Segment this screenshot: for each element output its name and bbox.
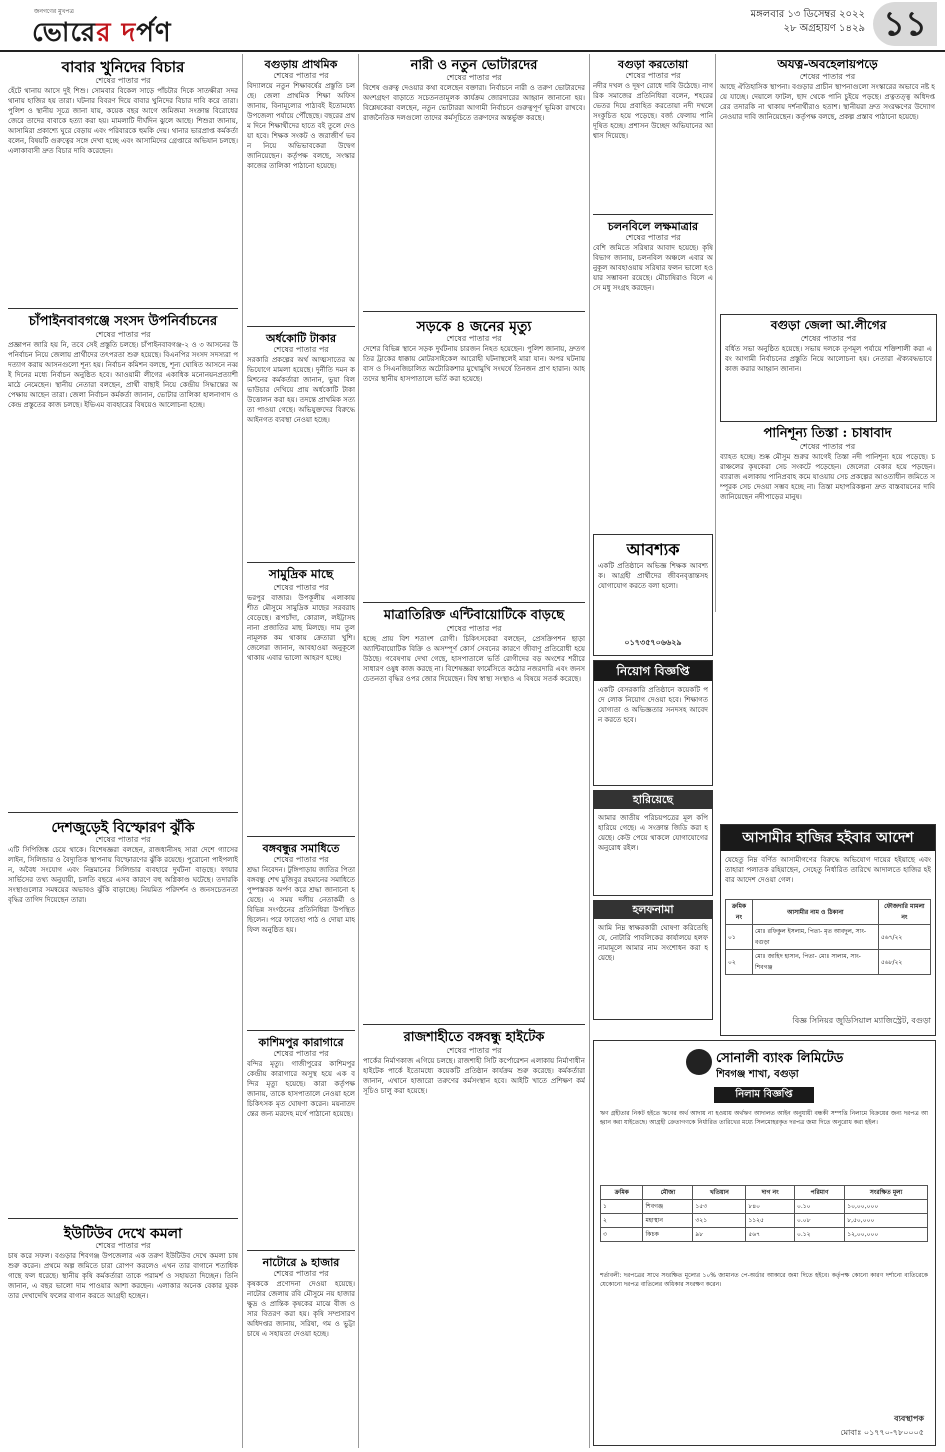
- bank-notice-body: ঋণ গ্রহীতার নিকট হইতে ঋণের অর্থ আদায় না হওয়ায় অর্থঋণ আদালত আইন অনুযায়ী বন্ধকী সম্পত্তি নিলামে বিক্রয়ের জন্য দরপত্র আহ্বান করা যাইতেছে। আগ্রহী ক্রেতাগণকে নির্ধারিত তারিখের মধ্যে সিলমোহরকৃত দরপত্র জমা দিতে অনুরোধ করা হইল।: [600, 1110, 928, 1126]
- table-cell: ১: [601, 1200, 643, 1214]
- bank-logo-icon: [686, 1049, 712, 1075]
- section-rule: [593, 214, 713, 215]
- table-cell: ০.০৮: [794, 1214, 844, 1228]
- article-body: কৃষককে প্রণোদনা দেওয়া হয়েছে। নাটোর জেলায় রবি মৌসুমে নয় হাজার ক্ষুদ্র ও প্রান্তিক কৃষকের মাঝে বীজ ও সার বিতরণ করা হয়। কৃষি সম্প্রসারণ অধিদপ্তর জানায়, সরিষা, গম ও ভুট্টা চাষে এ সহায়তা দেওয়া হচ্ছে।: [247, 1280, 355, 1338]
- continued-label: শেষের পাতার পর: [95, 1241, 151, 1250]
- section-rule: [247, 562, 355, 563]
- property-table: [600, 1185, 928, 1242]
- continued-label: শেষের পাতার পর: [446, 334, 502, 343]
- table-row: [601, 1228, 928, 1242]
- table-cell: ২: [601, 1214, 643, 1228]
- article-body: পার্কের নির্মাণকাজ এগিয়ে চলছে। রাজশাহী সিটি কর্পোরেশন এলাকায় নির্মাণাধীন হাইটেক পার্কে ইতোমধ্যে কয়েকটি প্রতিষ্ঠান কার্যক্রম শুরু করেছে। কর্মকর্তারা জানান, এখানে হাজারো তরুণের কর্মসংস্থান হবে। আইটি খাতে প্রশিক্ষণ কর্মসূচিও চালু করা হয়েছে।: [363, 1057, 585, 1095]
- article-body: বিশেষ গুরুত্ব দেওয়ার কথা বলেছেন বক্তারা। নির্বাচনে নারী ও তরুণ ভোটারদের অংশগ্রহণ বাড়াতে সচেতনতামূলক কার্যক্রম জোরদারের আহ্বান জানানো হয়। বিশ্লেষকেরা বলছেন, নতুন ভোটাররা আগামী নির্বাচনে গুরুত্বপূর্ণ ভূমিকা রাখবে। রাজনৈতিক দলগুলো তাদের কর্মসূচিতে তরুণদের অন্তর্ভুক্ত করছে।: [363, 84, 585, 122]
- article-body: দেশের বিভিন্ন স্থানে সড়ক দুর্ঘটনায় চারজন নিহত হয়েছেন। পুলিশ জানায়, দ্রুতগতির ট্রাকের ধাক্কায় মোটরসাইকেল আরোহী ঘটনাস্থলেই মারা যান। অপর ঘটনায় বাস ও সিএনজিচালিত অটোরিকশার মুখোমুখি সংঘর্ষে তিনজন প্রাণ হারান। আহতদের স্থানীয় হাসপাতালে ভর্তি করা হয়েছে।: [363, 345, 585, 383]
- newspaper-logo: ভোরের দর্পণ: [32, 18, 172, 48]
- article-body: বেশি জমিতে সরিষার আবাদ হয়েছে। কৃষি বিভাগ জানায়, চলনবিল অঞ্চলে এবার অনুকূল আবহাওয়ায় সরিষার ফলন ভালো হওয়ার সম্ভাবনা রয়েছে। মৌচাষিরাও বিলে এসে মধু সংগ্রহ করছেন।: [593, 244, 713, 292]
- section-rule: [8, 812, 238, 813]
- article-body: শ্রদ্ধা নিবেদন। টুঙ্গিপাড়ায় জাতির পিতা বঙ্গবন্ধু শেখ মুজিবুর রহমানের সমাধিতে পুষ্পস্তবক অর্পণ করে শ্রদ্ধা জানানো হয়েছে। এ সময় দলীয় নেতাকর্মী ও বিভিন্ন সংগঠনের প্রতিনিধিরা উপস্থিত ছিলেন। পরে ফাতেহা পাঠ ও দোয়া মাহফিল অনুষ্ঠিত হয়।: [247, 866, 355, 934]
- table-header: খতিয়ান: [693, 1186, 746, 1200]
- tagline: জনগণের মুখপত্র: [34, 8, 74, 15]
- lost-title: হারিয়েছে: [594, 791, 712, 809]
- headline-bogura-primary: বগুড়ায় প্রাথমিক: [264, 58, 338, 71]
- headline-antibiotic: মাত্রাতিরিক্ত এন্টিবায়োটিকে বাড়ছে: [383, 608, 565, 623]
- continued-label: শেষের পাতার পর: [95, 835, 151, 844]
- table-cell: শিবগঞ্জ: [643, 1200, 693, 1214]
- recruitment-body: একটি বেসরকারি প্রতিষ্ঠানে কয়েকটি পদে লোক নিয়োগ দেওয়া হবে। শিক্ষাগত যোগ্যতা ও অভিজ্ঞতার সনদসহ আবেদন করতে হবে।: [598, 686, 708, 724]
- bank-phone: মোবাঃ ০১৭৭০-৭৮০০০৫: [840, 1428, 924, 1437]
- page-number: ১১: [873, 2, 937, 46]
- column-divider: [715, 54, 716, 612]
- section-rule: [8, 308, 238, 309]
- article-body: ভরপুর বাজার। উপকূলীয় এলাকায় শীত মৌসুমে সামুদ্রিক মাছের সরবরাহ বেড়েছে। রূপচাঁদা, কোরাল, লইট্টাসহ নানা প্রজাতির মাছ মিলছে। দাম তুলনামূলক কম থাকায় ক্রেতারা খুশি। জেলেরা জানান, আবহাওয়া অনুকূলে থাকায় এবার ভালো আহরণ হচ্ছে।: [247, 594, 355, 662]
- article-body: প্রজ্ঞাপন জারি হয় নি, তবে সেই প্রস্তুতি চলছে। চাঁপাইনবাবগঞ্জ-২ ও ৩ আসনের উপনির্বাচন নিয়ে জেলায় প্রার্থীদের তৎপরতা শুরু হয়েছে। বিএনপির সংসদ সদস্যরা পদত্যাগ করায় আসনগুলো শূন্য হয়। নির্বাচন কমিশন বলছে, শূন্য ঘোষিত আসনে নব্বই দিনের মধ্যে নির্বাচন অনুষ্ঠিত হবে। আওয়ামী লীগের একাধিক মনোনয়নপ্রত্যাশী মাঠে নেমেছেন। স্থানীয় নেতারা বলছেন, প্রার্থী বাছাই নিয়ে কেন্দ্রীয় সিদ্ধান্তের অপেক্ষায় আছেন তারা। জেলা নির্বাচন কর্মকর্তা জানান, ভোটার তালিকা হালনাগাদ ও কেন্দ্র প্রস্তুতের কাজ চলছে। ইভিএম ব্যবহারের বিষয়েও আলোচনা হচ্ছে।: [8, 341, 238, 409]
- table-cell: মহাস্থান: [643, 1214, 693, 1228]
- headline-half-crore: অর্ধকোটি টাকার: [265, 332, 337, 345]
- recruitment-ad: [593, 660, 713, 786]
- affidavit-body: আমি নিম্ন স্বাক্ষরকারী ঘোষণা করিতেছি যে, নোটারি পাবলিকের কার্যালয়ে হলফনামামূলে আমার নাম সংশোধন করা হয়েছে।: [598, 924, 708, 962]
- affidavit-title: হলফনামা: [594, 901, 712, 919]
- section-rule: [247, 836, 355, 837]
- section-rule: [247, 1250, 355, 1251]
- section-rule: [363, 311, 585, 312]
- column-divider: [358, 54, 359, 1448]
- bank-notice-title: নিলাম বিজ্ঞপ্তি: [714, 1087, 814, 1103]
- table-cell: মোঃ জাহিদ হাসান, পিতা- মোঃ সালাম, সাং- শিবগঞ্জ: [752, 950, 878, 975]
- headline-bogura-al: বগুড়া জেলা আ.লীগের: [770, 318, 887, 332]
- article-body: সরকারি প্রকল্পের অর্থ আত্মসাতের অভিযোগে মামলা হয়েছে। দুর্নীতি দমন কমিশনের কর্মকর্তারা জানান, ভুয়া বিল ভাউচার দেখিয়ে প্রায় অর্ধকোটি টাকা উত্তোলন করা হয়। তদন্তে প্রাথমিক সত্যতা পাওয়া গেছে। অভিযুক্তদের বিরুদ্ধে আইনগত ব্যবস্থা নেওয়া হচ্ছে।: [247, 356, 355, 424]
- section-rule: [363, 1024, 585, 1025]
- headline-father-killers: বাবার খুনিদের বিচার: [61, 58, 185, 76]
- headline-natore-9000: নাটোরে ৯ হাজার: [262, 1256, 340, 1269]
- headline-bangabandhu-tomb: বঙ্গবন্ধুর সমাধিতে: [262, 842, 340, 855]
- headline-by-election: চাঁপাইনবাবগঞ্জে সংসদ উপনির্বাচনের: [28, 314, 218, 329]
- table-header: পরিমাণ: [794, 1186, 844, 1200]
- continued-label: শেষের পাতার পর: [273, 855, 329, 864]
- headline-explosion-risk: দেশজুড়েই বিস্ফোরণ ঝুঁকি: [51, 820, 195, 836]
- continued-label: শেষের পাতার পর: [800, 334, 857, 343]
- headline-sea-fish: সামুদ্রিক মাছে: [268, 567, 334, 581]
- lost-ad: [593, 790, 713, 896]
- table-cell: ১০,০০,০০০: [845, 1200, 928, 1214]
- continued-label: শেষের পাতার পর: [625, 233, 681, 242]
- table-cell: ১৫৩: [693, 1200, 746, 1214]
- table-header: মৌজা: [643, 1186, 693, 1200]
- date-bengali: ২৮ অগ্রহায়ণ ১৪২৯: [783, 23, 865, 34]
- article-body: বন্দির মৃত্যু। গাজীপুরের কাশিমপুর কেন্দ্রীয় কারাগারে অসুস্থ হয়ে এক বন্দির মৃত্যু হয়েছে। কারা কর্তৃপক্ষ জানায়, তাকে হাসপাতালে নেওয়া হলে চিকিৎসক মৃত ঘোষণা করেন। ময়নাতদন্তের জন্য মরদেহ মর্গে পাঠানো হয়েছে।: [247, 1060, 355, 1118]
- continued-label: শেষের পাতার পর: [799, 72, 856, 81]
- recruitment-title: নিয়োগ বিজ্ঞপ্তি: [594, 661, 712, 681]
- masthead: [0, 0, 945, 52]
- headline-neglect: অযত্ন-অবহেলায়পড়ে: [777, 57, 878, 71]
- table-cell: ৮৪০: [746, 1200, 795, 1214]
- bank-name: সোনালী ব্যাংক লিমিটেড: [716, 1051, 844, 1066]
- court-notice: [720, 824, 936, 1036]
- headline-hitech-park: রাজশাহীতে বঙ্গবন্ধু হাইটেক: [403, 1030, 545, 1045]
- table-cell: ৩২১: [693, 1214, 746, 1228]
- continued-label: শেষের পাতার পর: [273, 1049, 329, 1058]
- headline-road-deaths: সড়কে ৪ জনের মৃত্যু: [416, 319, 532, 335]
- wanted-title: আবশ্যক: [626, 540, 680, 559]
- headline-teesta: পানিশূন্য তিস্তা : চাষাবাদ: [763, 426, 892, 441]
- wanted-body: একটি প্রতিষ্ঠানে অভিজ্ঞ শিক্ষক আবশ্যক। আগ্রহী প্রার্থীদের জীবনবৃত্তান্তসহ যোগাযোগ করতে বলা হলো।: [598, 562, 708, 590]
- continued-label: শেষের পাতার পর: [273, 345, 329, 354]
- headline-kashimpur-jail: কাশিমপুর কারাগারে: [258, 1036, 344, 1049]
- table-cell: ৯৮: [693, 1228, 746, 1242]
- table-cell: মোঃ রফিকুল ইসলাম, পিতা- মৃত আবদুল, সাং- বগুড়া: [752, 925, 878, 950]
- headline-women-voters: নারী ও নতুন ভোটারদের: [410, 58, 538, 73]
- accused-table: [725, 899, 931, 975]
- bank-branch: শিবগঞ্জ শাখা, বগুড়া: [716, 1069, 799, 1080]
- continued-label: শেষের পাতার পর: [273, 1269, 329, 1278]
- table-header: দাগ নং: [746, 1186, 795, 1200]
- table-header-row: [601, 1186, 928, 1200]
- bank-manager: ব্যবস্থাপক: [894, 1414, 924, 1423]
- table-cell: ০২: [726, 950, 753, 975]
- date-gregorian: মঙ্গলবার ১৩ ডিসেম্বর ২০২২: [750, 9, 865, 20]
- bank-auction-notice: [593, 1040, 936, 1446]
- dateline: [751, 8, 865, 36]
- table-row: [726, 925, 931, 950]
- article-body: এটি সিপিজিঙ্ক চেয়ে থাকে। বিশেষজ্ঞরা বলছেন, রাজধানীসহ সারা দেশে গ্যাসের লাইন, সিলিন্ডার ও বৈদ্যুতিক স্থাপনায় বিস্ফোরণের ঝুঁকি রয়েছে। পুরোনো পাইপলাইন, অবৈধ সংযোগ এবং নিম্নমানের সিলিন্ডার ব্যবহারে দুর্ঘটনা বাড়ছে। ফায়ার সার্ভিসের তথ্য অনুযায়ী, চলতি বছরে এসব কারণে বহু অগ্নিকাণ্ড ঘটেছে। তদারকি সংস্থাগুলোর সমন্বয়ের অভাবও ঝুঁকি বাড়াচ্ছে। নিয়মিত পরিদর্শন ও জনসচেতনতা বৃদ্ধির তাগিদ দিয়েছেন তারা।: [8, 846, 238, 904]
- article-body: হেঁটে থানায় আসে দুই শিশু। সোমবার বিকেল সাড়ে পাঁচটার দিকে সাতক্ষীরা সদর থানায় হাজির হয় তারা। ঘটনার বিবরণ দিয়ে বাবার খুনিদের বিচার দাবি করে তারা। পুলিশ ও স্থানীয় সূত্রে জানা যায়, কয়েক বছর আগে জমিজমা সংক্রান্ত বিরোধের জেরে তাদের বাবাকে হত্যা করা হয়। মামলাটি দীর্ঘদিন ঝুলে আছে। শিশুরা জানায়, আসামিরা প্রকাশ্যে ঘুরে বেড়ায় এবং পরিবারকে হুমকি দেয়। থানার ভারপ্রাপ্ত কর্মকর্তা বলেন, বিষয়টি গুরুত্বের সঙ্গে দেখা হচ্ছে এবং আসামিদের গ্রেপ্তারে অভিযান চলছে। এলাকাবাসী দ্রুত বিচার দাবি করেছেন।: [8, 87, 238, 155]
- table-cell: ৮,৫০,০০০: [845, 1214, 928, 1228]
- continued-label: শেষের পাতার পর: [625, 71, 681, 80]
- bank-conditions: শর্তাবলী: দরপত্রের সাথে সংরক্ষিত মূল্যের ১০% জামানত পে-অর্ডার আকারে জমা দিতে হইবে। কর্তৃপক্ষ কোনো কারণ দর্শানো ব্যতিরেকে যেকোনো দরপত্র বাতিলের অধিকার সংরক্ষণ করেন।: [600, 1272, 928, 1288]
- continued-label: শেষের পাতার পর: [273, 583, 329, 592]
- article-body: আছে ঐতিহাসিক স্থাপনা। বগুড়ার প্রাচীন স্থাপনাগুলো সংস্কারের অভাবে নষ্ট হয়ে যাচ্ছে। দেয়ালে ফাটল, ছাদ থেকে পানি চুইয়ে পড়ছে। প্রত্নতত্ত্ব অধিদপ্তরের তদারকি না থাকায় দর্শনার্থীরাও হতাশ। স্থানীয়রা দ্রুত সংরক্ষণের উদ্যোগ নেওয়ার দাবি জানিয়েছেন। কর্তৃপক্ষ বলছে, প্রকল্প প্রস্তাব পাঠানো হয়েছে।: [720, 83, 935, 121]
- lost-body: আমার জাতীয় পরিচয়পত্রের মূল কপি হারিয়ে গেছে। এ সংক্রান্ত জিডি করা হয়েছে। কেউ পেয়ে থাকলে যোগাযোগের অনুরোধ রইল।: [598, 814, 708, 852]
- headline-youtube-orange: ইউটিউব দেখে কমলা: [63, 1226, 183, 1242]
- court-notice-intro: যেহেতু নিম্ন বর্ণিত আসামীগণের বিরুদ্ধে অভিযোগ দায়ের হইয়াছে এবং তাহারা পলাতক রহিয়াছেন, সেহেতু নির্ধারিত তারিখে আদালতে হাজির হইবার আদেশ দেওয়া গেল।: [725, 856, 931, 884]
- table-cell: ৫৬৭: [746, 1228, 795, 1242]
- table-cell: ৫৬৭/২২: [878, 925, 930, 950]
- table-row: [601, 1214, 928, 1228]
- table-cell: ৩: [601, 1228, 643, 1242]
- article-body: বিদ্যালয়ে নতুন শিক্ষাবর্ষের প্রস্তুতি চলছে। জেলা প্রাথমিক শিক্ষা অফিস জানায়, বিনামূল্যের পাঠ্যবই ইতোমধ্যে উপজেলা পর্যায়ে পৌঁছেছে। বছরের প্রথম দিনে শিক্ষার্থীদের হাতে বই তুলে দেওয়া হবে। শিক্ষক সংকট ও জরাজীর্ণ ভবন নিয়ে অভিভাবকেরা উদ্বেগ জানিয়েছেন। কর্তৃপক্ষ বলছে, সংস্কার কাজের তালিকা পাঠানো হয়েছে।: [247, 82, 355, 170]
- continued-label: শেষের পাতার পর: [446, 73, 502, 82]
- table-row: [601, 1200, 928, 1214]
- table-header: আসামীর নাম ও ঠিকানা: [752, 900, 878, 925]
- table-cell: ০.১২: [794, 1228, 844, 1242]
- wanted-ad: [593, 534, 713, 656]
- table-cell: ১২,০০,০০০: [845, 1228, 928, 1242]
- table-header: ক্রমিক: [601, 1186, 643, 1200]
- continued-label: শেষের পাতার পর: [273, 71, 329, 80]
- continued-label: শেষের পাতার পর: [95, 330, 151, 339]
- article-body: হচ্ছে প্রায় বিশ শতাংশ রোগী। চিকিৎসকেরা বলছেন, প্রেসক্রিপশন ছাড়া অ্যান্টিবায়োটিক বিক্রি ও অসম্পূর্ণ কোর্স সেবনের কারণে জীবাণু প্রতিরোধী হয়ে উঠছে। গবেষণায় দেখা গেছে, হাসপাতালে ভর্তি রোগীদের বড় অংশের শরীরে সাধারণ ওষুধ কাজ করছে না। বিশেষজ্ঞরা ফার্মেসিতে কঠোর নজরদারি এবং জনসচেতনতা বৃদ্ধির ওপর জোর দিয়েছেন। বিশ্ব স্বাস্থ্য সংস্থাও এ বিষয়ে সতর্ক করেছে।: [363, 635, 585, 683]
- table-header-row: [726, 900, 931, 925]
- continued-label: শেষের পাতার পর: [446, 624, 502, 633]
- section-rule: [363, 602, 585, 603]
- section-rule: [247, 326, 355, 327]
- table-cell: ৫৬৮/২২: [878, 950, 930, 975]
- table-header: ক্রমিক নং: [726, 900, 753, 925]
- continued-label: শেষের পাতার পর: [799, 442, 856, 451]
- awami-league-box: [720, 314, 937, 422]
- table-header: ফৌজদারি মামলা নং: [878, 900, 930, 925]
- table-row: [726, 950, 931, 975]
- article-body: চাষ করে সফল। বগুড়ার শিবগঞ্জ উপজেলার এক তরুণ ইউটিউব দেখে কমলা চাষ শুরু করেন। প্রথমে অল্প জমিতে চারা রোপণ করলেও এখন তার বাগানে শতাধিক গাছে ফল ধরেছে। স্থানীয় কৃষি কর্মকর্তারা তাকে পরামর্শ ও সহায়তা দিচ্ছেন। তিনি জানান, এ বছর ভালো দাম পাওয়ার আশা করছেন। এলাকার অনেক বেকার যুবক তার দেখাদেখি ফলের বাগান করতে আগ্রহী হচ্ছেন।: [8, 1252, 238, 1300]
- headline-karatoya: বগুড়া করতোয়া: [617, 58, 689, 71]
- table-header: সংরক্ষিত মূল্য: [845, 1186, 928, 1200]
- section-rule: [247, 1030, 355, 1031]
- table-cell: ০১: [726, 925, 753, 950]
- article-body: বর্ধিত সভা অনুষ্ঠিত হয়েছে। সভায় দলকে তৃণমূল পর্যায়ে শক্তিশালী করা এবং আগামী নির্বাচনের প্রস্তুতি নিয়ে আলোচনা হয়। নেতারা ঐক্যবদ্ধভাবে কাজ করার আহ্বান জানান।: [725, 345, 932, 373]
- continued-label: শেষের পাতার পর: [95, 76, 151, 85]
- table-cell: কিচক: [643, 1228, 693, 1242]
- section-rule: [8, 1218, 238, 1219]
- court-signature: বিজ্ঞ সিনিয়র জুডিসিয়াল ম্যাজিস্ট্রেট, বগুড়া: [792, 1016, 931, 1025]
- article-body: নদীর দখল ও দূষণ রোধে দাবি উঠেছে। নাগরিক সমাজের প্রতিনিধিরা বলেন, শহরের ভেতর দিয়ে প্রবাহিত করতোয়া নদী দখলে সংকুচিত হয়ে পড়েছে। বর্জ্য ফেলায় পানি দূষিত হচ্ছে। প্রশাসন উচ্ছেদ অভিযানের আশ্বাস দিয়েছে।: [593, 82, 713, 140]
- article-body: ব্যাহত হচ্ছে। শুষ্ক মৌসুম শুরুর আগেই তিস্তা নদী পানিশূন্য হয়ে পড়েছে। চরাঞ্চলের কৃষকেরা সেচ সংকটে পড়েছেন। জেলেরা বেকার হয়ে পড়ছেন। ব্যারাজ এলাকায় পানিপ্রবাহ কমে যাওয়ায় সেচ প্রকল্পের আওতাধীন জমিতে সম্পূরক সেচ দেওয়া সম্ভব হচ্ছে না। তিস্তা মহাপরিকল্পনা দ্রুত বাস্তবায়নের দাবি জানিয়েছেন নদীপাড়ের মানুষ।: [720, 453, 935, 501]
- column-divider: [242, 54, 243, 1448]
- wanted-phone: ০১৭৩৫৭০৬৬২৯: [624, 638, 682, 647]
- court-notice-title: আসামীর হাজির হইবার আদেশ: [721, 825, 935, 851]
- column-divider: [589, 54, 590, 1448]
- table-cell: ০.১০: [794, 1200, 844, 1214]
- headline-chalanbil: চলনবিলে লক্ষমাত্রার: [607, 220, 699, 233]
- affidavit-ad: [593, 900, 713, 1020]
- continued-label: শেষের পাতার পর: [446, 1046, 502, 1055]
- table-cell: ১১২৫: [746, 1214, 795, 1228]
